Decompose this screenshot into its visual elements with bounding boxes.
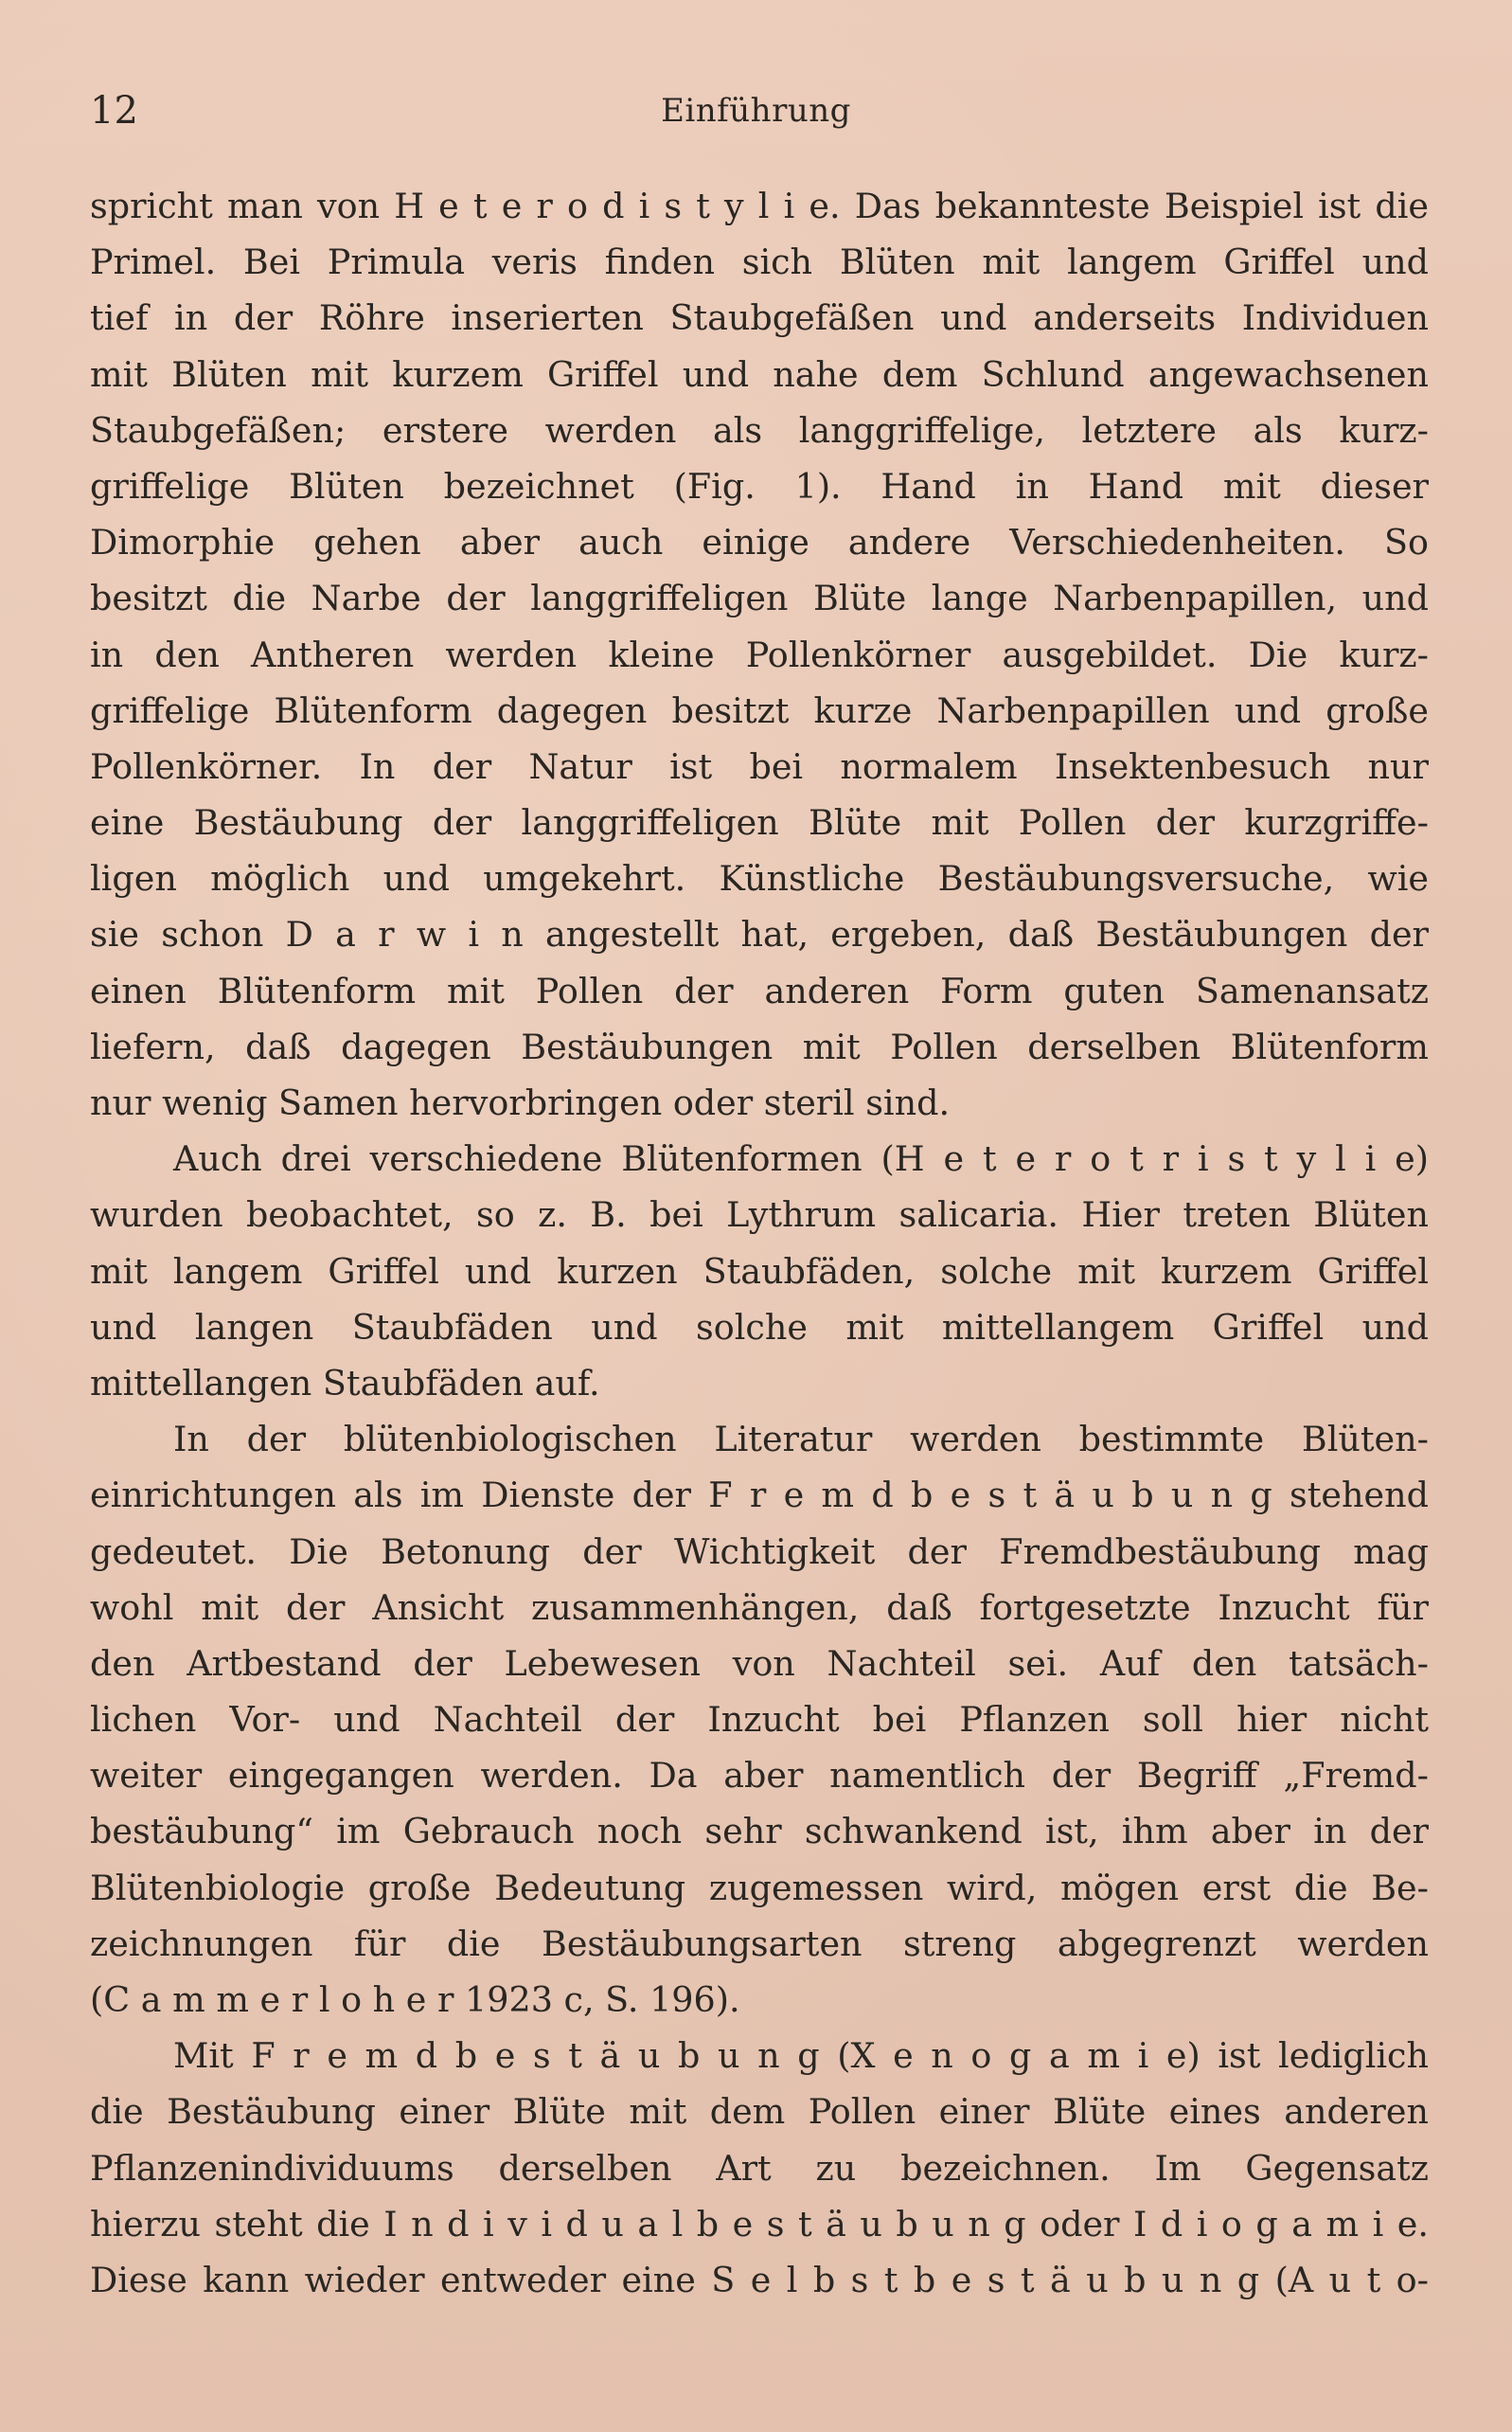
text-line: liefern, daß dagegen Bestäubungen mit Pollen derselben Blütenform — [90, 1026, 1429, 1067]
text-line: Blütenbiologie große Bedeutung zugemessen wird, mögen erst die Be- — [90, 1867, 1429, 1908]
text-line: griffelige Blütenform dagegen besitzt kurze Narbenpapillen und große — [90, 689, 1429, 731]
text-line: Auch drei verschiedene Blütenformen (H e t e r o t r i s t y l i e) — [173, 1138, 1429, 1180]
text-line: Diese kann wieder entweder eine S e l b s t b e s t ä u b u n g (A u t o- — [90, 2259, 1429, 2300]
text-line: in den Antheren werden kleine Pollenkörner ausgebildet. Die kurz- — [90, 634, 1429, 675]
text-line: gedeutet. Die Betonung der Wichtigkeit der Fremdbestäubung mag — [90, 1530, 1429, 1572]
text-line: wurden beobachtet, so z. B. bei Lythrum salicaria. Hier treten Blüten — [90, 1194, 1429, 1236]
text-line: eine Bestäubung der langgriffeligen Blüte mit Pollen der kurzgriffe- — [90, 802, 1429, 844]
text-line: griffelige Blüten bezeichnet (Fig. 1). Hand in Hand mit dieser — [90, 465, 1429, 507]
text-line: hierzu steht die I n d i v i d u a l b e s t ä u b u n g oder I d i o g a m i e. — [90, 2203, 1429, 2244]
text-line: ligen möglich und umgekehrt. Künstliche Bestäubungsversuche, wie — [90, 858, 1429, 900]
text-line: (C a m m e r l o h e r 1923 c, S. 196). — [90, 1979, 740, 2020]
text-line: Pflanzenindividuums derselben Art zu bezeichnen. Im Gegensatz — [90, 2147, 1429, 2189]
text-line: einen Blütenform mit Pollen der anderen Form guten Samenansatz — [90, 970, 1429, 1011]
text-line: Dimorphie gehen aber auch einige andere Verschiedenheiten. So — [90, 522, 1429, 563]
text-line: spricht man von H e t e r o d i s t y l i e. Das bekannteste Beispiel ist die — [90, 186, 1429, 226]
text-line: tief in der Röhre inserierten Staubgefäßen und anderseits Individuen — [90, 297, 1429, 339]
text-line: und langen Staubfäden und solche mit mittellangem Griffel und — [90, 1306, 1429, 1348]
text-line: Pollenkörner. In der Natur ist bei normalem Insektenbesuch nur — [90, 745, 1429, 787]
page-number: 12 — [90, 89, 138, 133]
running-head — [90, 87, 1422, 134]
text-line: Staubgefäßen; erstere werden als langgriffelige, letztere als kurz- — [90, 409, 1429, 451]
text-line: mit langem Griffel und kurzen Staubfäden, solche mit kurzem Griffel — [90, 1250, 1429, 1292]
running-title: Einführung — [661, 92, 851, 130]
text-line: sie schon D a r w i n angestellt hat, ergeben, daß Bestäubungen der — [90, 914, 1429, 956]
text-line: Primel. Bei Primula veris finden sich Blüten mit langem Griffel und — [90, 241, 1429, 283]
text-line: wohl mit der Ansicht zusammenhängen, daß fortgesetzte Inzucht für — [90, 1586, 1429, 1628]
text-line: den Artbestand der Lebewesen von Nachteil sei. Auf den tatsäch- — [90, 1642, 1429, 1684]
text-line: lichen Vor- und Nachteil der Inzucht bei Pflanzen soll hier nicht — [90, 1699, 1429, 1741]
text-line: weiter eingegangen werden. Da aber namentlich der Begriff „Fremd- — [90, 1755, 1429, 1797]
text-line: zeichnungen für die Bestäubungsarten streng abgegrenzt werden — [90, 1922, 1429, 1964]
text-line: nur wenig Samen hervorbringen oder steril sind. — [90, 1082, 951, 1123]
text-line: mittellangen Staubfäden auf. — [90, 1362, 600, 1404]
body-text — [90, 178, 1429, 2308]
text-line: die Bestäubung einer Blüte mit dem Pollen einer Blüte eines anderen — [90, 2091, 1429, 2133]
text-line: mit Blüten mit kurzem Griffel und nahe dem Schlund angewachsenen — [90, 353, 1429, 395]
text-line: einrichtungen als im Dienste der F r e m d b e s t ä u b u n g stehend — [90, 1475, 1429, 1516]
text-line: bestäubung“ im Gebrauch noch sehr schwankend ist, ihm aber in der — [90, 1811, 1429, 1852]
text-line: In der blütenbiologischen Literatur werden bestimmte Blüten- — [173, 1419, 1429, 1460]
text-line: Mit F r e m d b e s t ä u b u n g (X e n o g a m i e) ist lediglich — [173, 2035, 1429, 2077]
text-line: besitzt die Narbe der langgriffeligen Blüte lange Narbenpapillen, und — [90, 578, 1429, 619]
